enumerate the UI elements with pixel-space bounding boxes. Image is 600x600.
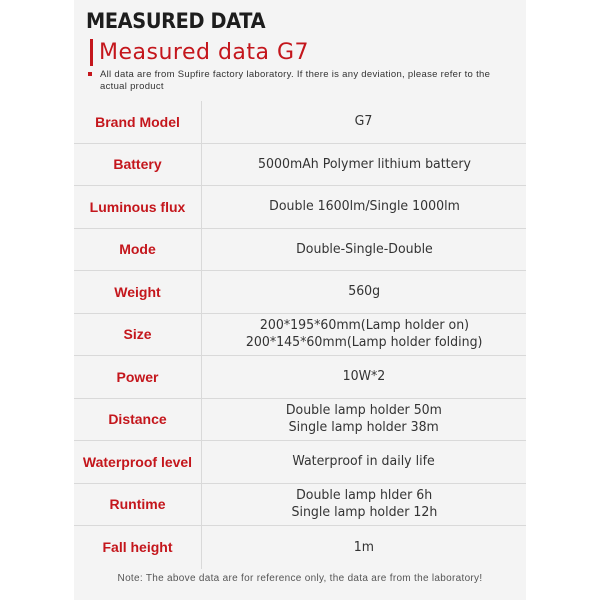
spec-value-line: Single lamp holder 12h bbox=[291, 504, 437, 521]
spec-value-line: 200*145*60mm(Lamp holder folding) bbox=[245, 334, 483, 351]
spec-value-line: 200*195*60mm(Lamp holder on) bbox=[259, 317, 469, 334]
red-square-bullet-icon bbox=[88, 72, 92, 76]
spec-label: Size bbox=[74, 314, 202, 356]
spec-value bbox=[202, 229, 526, 271]
spec-label: Power bbox=[74, 356, 202, 398]
spec-value-line: 5000mAh Polymer lithium battery bbox=[257, 155, 471, 172]
spec-row bbox=[74, 484, 526, 527]
spec-sheet bbox=[74, 0, 526, 600]
accent-bar bbox=[90, 39, 93, 66]
spec-value-line: Double 1600lm/Single 1000lm bbox=[268, 198, 460, 215]
spec-value bbox=[202, 144, 526, 186]
footer-note: Note: The above data are for reference only, the data are from the laboratory! bbox=[117, 573, 483, 584]
spec-row bbox=[74, 144, 526, 187]
spec-table bbox=[74, 101, 526, 569]
spec-value-line: Double-Single-Double bbox=[295, 240, 433, 257]
spec-label: Fall height bbox=[74, 526, 202, 569]
page-title: MEASURED DATA bbox=[86, 9, 266, 33]
spec-value-line: 560g bbox=[348, 283, 380, 300]
spec-value bbox=[202, 356, 526, 398]
spec-row bbox=[74, 186, 526, 229]
spec-label: Runtime bbox=[74, 484, 202, 526]
spec-value bbox=[202, 314, 526, 356]
spec-label: Brand Model bbox=[74, 101, 202, 143]
spec-value-line: Double lamp holder 50m bbox=[285, 402, 443, 419]
spec-label: Mode bbox=[74, 229, 202, 271]
spec-value-line: 1m bbox=[353, 538, 375, 555]
spec-value-line: Double lamp hlder 6h bbox=[295, 487, 433, 504]
model-heading-text: Measured data G7 bbox=[99, 39, 310, 65]
spec-label: Battery bbox=[74, 144, 202, 186]
spec-label: Distance bbox=[74, 399, 202, 441]
spec-value-line: Waterproof in daily life bbox=[292, 453, 436, 470]
spec-value-line: Single lamp holder 38m bbox=[288, 419, 440, 436]
spec-row bbox=[74, 229, 526, 272]
spec-value-line: G7 bbox=[355, 113, 373, 130]
spec-row bbox=[74, 526, 526, 569]
model-heading bbox=[90, 38, 309, 66]
spec-row bbox=[74, 271, 526, 314]
data-source-notice bbox=[88, 69, 508, 93]
spec-value bbox=[202, 484, 526, 526]
spec-row bbox=[74, 399, 526, 442]
spec-value bbox=[202, 526, 526, 569]
notice-text: All data are from Supfire factory laboratory. If there is any deviation, please refer to the actual product bbox=[100, 69, 491, 92]
spec-value bbox=[202, 101, 526, 143]
spec-row bbox=[74, 356, 526, 399]
spec-value bbox=[202, 271, 526, 313]
spec-row bbox=[74, 101, 526, 144]
spec-row bbox=[74, 314, 526, 357]
spec-label: Waterproof level bbox=[74, 441, 202, 483]
spec-value bbox=[202, 399, 526, 441]
spec-row bbox=[74, 441, 526, 484]
spec-value bbox=[202, 186, 526, 228]
spec-value-line: 10W*2 bbox=[342, 368, 386, 385]
spec-value bbox=[202, 441, 526, 483]
spec-label: Weight bbox=[74, 271, 202, 313]
spec-label: Luminous flux bbox=[74, 186, 202, 228]
